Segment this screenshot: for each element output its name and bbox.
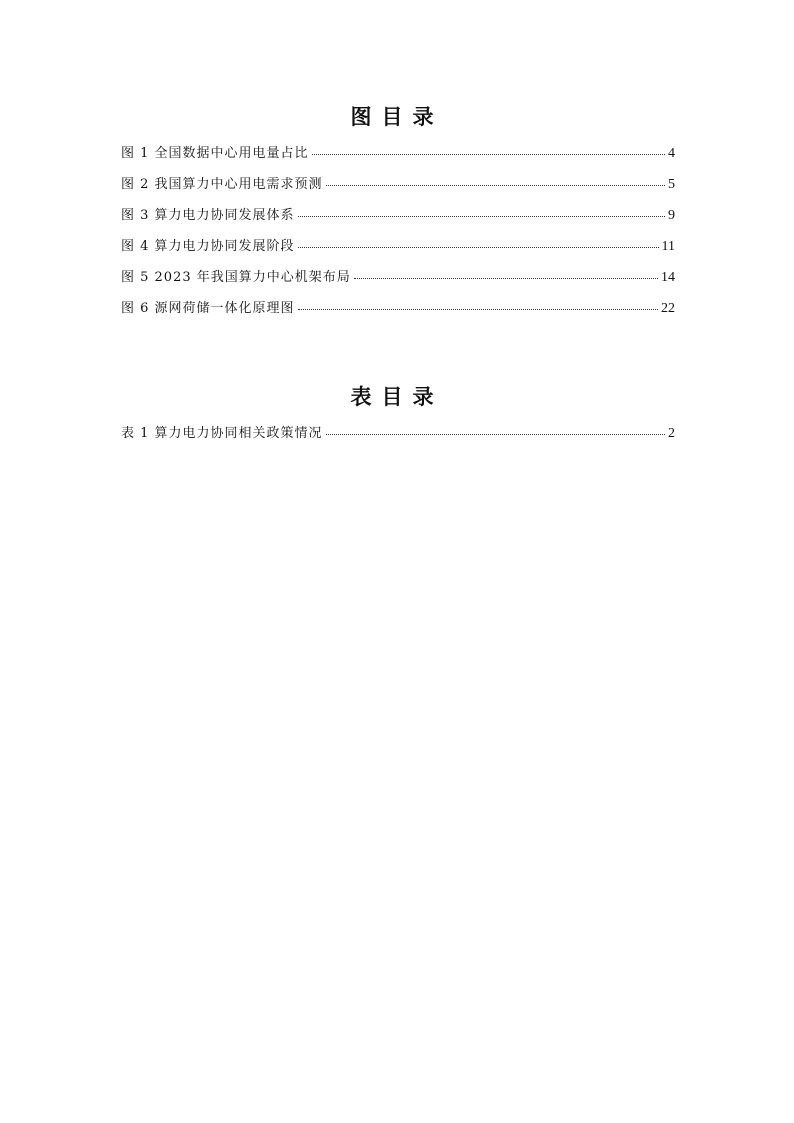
- figure-entry-page: 14: [661, 270, 675, 285]
- table-index-title: 表目录: [350, 385, 444, 409]
- figure-entry[interactable]: [121, 270, 675, 301]
- figure-entry-page: 4: [668, 146, 675, 161]
- table-index-list: [121, 426, 675, 457]
- dot-leader: [354, 277, 658, 279]
- dot-leader: [298, 246, 659, 248]
- figure-entry[interactable]: [121, 177, 675, 208]
- figure-entry-page: 5: [668, 177, 675, 192]
- figure-entry-label: 图 5 2023 年我国算力中心机架布局: [121, 270, 351, 285]
- figure-entry-label: 图 4 算力电力协同发展阶段: [121, 239, 295, 254]
- dot-leader: [298, 215, 665, 217]
- figure-entry[interactable]: [121, 301, 675, 332]
- dot-leader: [326, 184, 665, 186]
- figure-index-title: 图目录: [350, 105, 444, 129]
- figure-entry[interactable]: [121, 239, 675, 270]
- figure-entry-page: 22: [661, 301, 675, 316]
- figure-entry[interactable]: [121, 208, 675, 239]
- dot-leader: [326, 433, 665, 435]
- figure-entry[interactable]: [121, 146, 675, 177]
- dot-leader: [312, 153, 665, 155]
- table-entry-page: 2: [668, 426, 675, 441]
- figure-entry-label: 图 2 我国算力中心用电需求预测: [121, 177, 323, 192]
- table-entry-label: 表 1 算力电力协同相关政策情况: [121, 426, 323, 441]
- figure-index-list: [121, 146, 675, 332]
- table-entry[interactable]: [121, 426, 675, 457]
- dot-leader: [298, 308, 658, 310]
- figure-entry-label: 图 1 全国数据中心用电量占比: [121, 146, 309, 161]
- figure-entry-label: 图 6 源网荷储一体化原理图: [121, 301, 295, 316]
- figure-entry-page: 9: [668, 208, 675, 223]
- figure-entry-page: 11: [661, 239, 675, 254]
- figure-entry-label: 图 3 算力电力协同发展体系: [121, 208, 295, 223]
